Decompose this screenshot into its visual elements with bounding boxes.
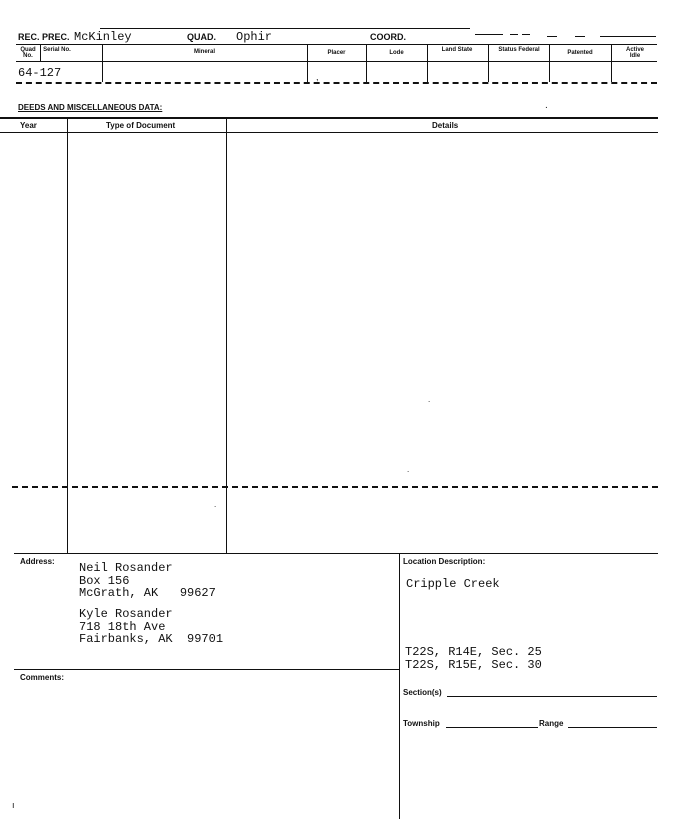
col-details: Details <box>432 121 459 130</box>
contact-name: Neil Rosander <box>79 561 173 575</box>
contact-name: Kyle Rosander <box>79 607 173 621</box>
col-placer: Placer <box>327 50 346 56</box>
deeds-header-bottom <box>0 132 658 133</box>
col-patented: Patented <box>567 50 593 56</box>
range-field[interactable] <box>568 727 657 728</box>
contact-line1: 718 18th Ave <box>79 620 166 634</box>
stray-dot: . <box>428 395 431 404</box>
location-description-value[interactable]: Cripple Creek <box>406 577 500 591</box>
header-dash <box>475 34 503 35</box>
address-comments-rule <box>14 669 399 670</box>
col-land-state: Land State <box>441 47 473 53</box>
quad-value[interactable]: Ophir <box>236 30 273 44</box>
deeds-dashed-rule <box>12 486 658 488</box>
col-divider <box>40 44 41 61</box>
col-mineral: Mineral <box>193 49 215 55</box>
col-divider <box>427 44 428 82</box>
col-quad-no: Quad No. <box>20 47 36 59</box>
column-header-bottom <box>16 61 657 62</box>
quad-no-value[interactable]: 64-127 <box>18 66 62 80</box>
deeds-table-top <box>0 117 658 119</box>
col-divider <box>611 44 612 82</box>
coord-label: COORD. <box>370 32 406 42</box>
header-dash <box>510 34 518 35</box>
comments-label: Comments: <box>20 673 65 682</box>
header-dash <box>547 36 557 37</box>
legal-description-2: T22S, R15E, Sec. 30 <box>405 658 542 672</box>
quad-label: QUAD. <box>187 32 216 42</box>
col-divider <box>488 44 489 82</box>
col-status-federal: Status Federal <box>498 47 540 53</box>
sections-label: Section(s) <box>403 688 442 697</box>
legal-description-1: T22S, R14E, Sec. 25 <box>405 645 542 659</box>
rec-prec-label: REC. PREC. <box>18 32 70 42</box>
header-top-rule <box>100 28 470 29</box>
header-dash <box>575 36 585 37</box>
address-label: Address: <box>20 557 55 566</box>
stray-dot: . <box>214 500 217 509</box>
township-field[interactable] <box>446 727 538 728</box>
deeds-title: DEEDS AND MISCELLANEOUS DATA: <box>18 103 163 112</box>
column-header-top <box>16 44 657 45</box>
col-serial-no: Serial No. <box>43 47 71 53</box>
contact-line2: McGrath, AK 99627 <box>79 586 216 600</box>
col-lode: Lode <box>389 50 404 56</box>
sections-field[interactable] <box>447 696 657 697</box>
col-type-of-document: Type of Document <box>106 121 176 130</box>
rec-prec-value[interactable]: McKinley <box>74 30 132 44</box>
location-description-label: Location Description: <box>403 557 486 566</box>
header-dash <box>600 36 656 37</box>
placer-mark: , <box>316 72 319 82</box>
col-active-idle: Active Idle <box>625 47 644 59</box>
record-row-bottom <box>16 82 657 84</box>
range-label: Range <box>539 719 564 728</box>
col-year: Year <box>20 121 37 130</box>
margin-mark: ı <box>12 800 15 810</box>
contact-line2: Fairbanks, AK 99701 <box>79 632 224 646</box>
contact-line1: Box 156 <box>79 574 130 588</box>
header-dash <box>522 34 530 35</box>
stray-dot: . <box>545 100 548 111</box>
lower-section-divider <box>399 553 400 819</box>
lower-section-top <box>14 553 658 554</box>
township-label: Township <box>403 719 440 728</box>
stray-dot: . <box>407 465 410 474</box>
